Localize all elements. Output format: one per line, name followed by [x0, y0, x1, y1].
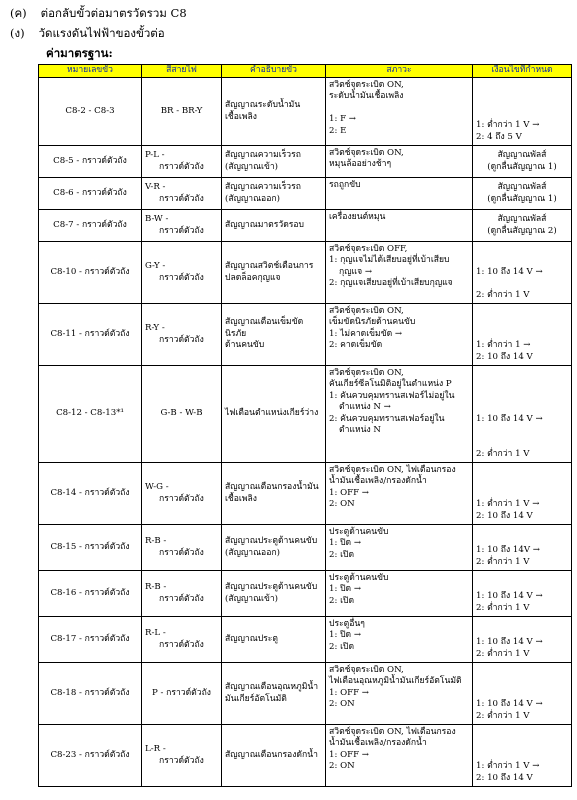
description-cell [222, 617, 326, 663]
header-marker: (ง) [10, 26, 25, 40]
specified-condition-text: 1: 10 ถึง 14 V → [476, 414, 543, 425]
col-header-terminal: หมายเลขขั้ว [39, 65, 142, 78]
condition-text: 2: ON [329, 761, 355, 772]
wire-color-text: กราวด์ตัวถัง [159, 225, 204, 236]
condition-text: คันเกียร์ซีลโนมิติอยู่ในตำแหน่ง P [329, 379, 452, 390]
description-text: ไฟเตือนตำแหน่งเกียร์ว่าง [225, 408, 319, 419]
description-text: สัญญาณเตือนกรองน้ำมัน [225, 482, 319, 493]
specified-condition-text [476, 437, 568, 448]
description-cell [222, 146, 326, 178]
wire-color-cell [142, 463, 222, 525]
wire-color-text: R-Y - [145, 323, 165, 334]
description-text: สัญญาณประตู [225, 633, 278, 644]
specified-condition-text: 2: 4 ถึง 5 V [476, 131, 522, 142]
description-text: สัญญาณมาตรวัดรอบ [225, 219, 305, 230]
description-text: สัญญาณประตูด้านคนขับ [225, 582, 318, 593]
table-row [39, 146, 572, 178]
standard-label: ค่ามาตรฐาน: [46, 46, 113, 60]
specified-condition-text: 2: 10 ถึง 14 V [476, 510, 533, 521]
condition-cell [326, 571, 473, 617]
table-row [39, 366, 572, 463]
wire-color-cell [142, 210, 222, 242]
condition-text: 2: ON [329, 499, 355, 510]
table-row [39, 210, 572, 242]
description-text: เชื้อเพลิง [225, 111, 257, 122]
terminal-cell [39, 617, 142, 663]
condition-cell [326, 178, 473, 210]
wire-color-text: B-W - [145, 214, 169, 225]
wire-color-text: G-Y - [145, 261, 166, 272]
specified-condition-text: 1: 10 ถึง 14 V → [476, 637, 543, 648]
wire-color-cell [142, 78, 222, 146]
condition-text: 1: OFF → [329, 687, 369, 698]
wire-color-text: R-L - [145, 628, 166, 639]
specified-condition-text: 1: ต่ำกว่า 1 V → [476, 499, 540, 510]
specified-condition-cell [473, 242, 572, 304]
terminal-text: C8-12 - C8-13*¹ [56, 408, 124, 419]
specified-condition-text: 1: 10 ถึง 14V → [476, 545, 540, 556]
condition-text: รถถูกขับ [329, 180, 361, 190]
terminal-text: C8-17 - กราวด์ตัวถัง [50, 633, 130, 644]
specified-condition-text: 1: 10 ถึง 14 V → [476, 591, 543, 602]
specified-condition-cell [473, 366, 572, 463]
condition-cell [326, 242, 473, 304]
description-cell [222, 463, 326, 525]
condition-text: 1: ปิด → [329, 630, 362, 641]
condition-cell [326, 525, 473, 571]
terminal-cell [39, 663, 142, 725]
description-text: (สัญญาณเข้า) [225, 593, 279, 604]
specified-condition-text: 2: ต่ำกว่า 1 V [476, 648, 530, 659]
table-row [39, 242, 572, 304]
description-cell [222, 178, 326, 210]
condition-text: สวิตช์จุดระเบิด ON, ไฟเตือนกรอง [329, 465, 456, 475]
wire-color-text: P-L - [145, 150, 165, 161]
header-marker: (ค) [10, 6, 27, 20]
terminal-text: C8-2 - C8-3 [65, 105, 115, 116]
description-cell [222, 663, 326, 725]
condition-cell [326, 366, 473, 463]
condition-text: น้ำมันเชื้อเพลิง/กรองดักน้ำ [329, 738, 427, 749]
specified-condition-text: 2: ต่ำกว่า 1 V [476, 710, 530, 721]
condition-text: 1: กุญแจไม่ได้เสียบอยู่ที่เบ้าเสียบ [329, 255, 450, 266]
terminal-cell [39, 304, 142, 366]
condition-cell [326, 210, 473, 242]
condition-text: 2: คาดเข็มขัด [329, 340, 383, 351]
condition-text: 2: คันควบคุมทรานสเฟอร์อยู่ใน [329, 413, 445, 424]
condition-text: สวิตช์จุดระเบิด ON, [329, 665, 404, 675]
specified-condition-cell [473, 210, 572, 242]
wire-color-text: กราวด์ตัวถัง [159, 493, 204, 504]
wire-color-text: V-R - [145, 182, 166, 193]
condition-text: เครื่องยนต์หมุน [329, 212, 386, 222]
specified-condition-text: 2: 10 ถึง 14 V [476, 772, 533, 783]
wire-color-text: L-R - [145, 744, 166, 755]
specified-condition-cell [473, 463, 572, 525]
table-row [39, 304, 572, 366]
header-item-d [10, 25, 165, 43]
specified-condition-text [476, 278, 568, 289]
description-cell [222, 304, 326, 366]
terminal-text: C8-6 - กราวด์ตัวถัง [53, 187, 127, 198]
description-cell [222, 242, 326, 304]
wire-color-text: P - กราวด์ตัวถัง [151, 687, 211, 698]
condition-text: เข็มขัดนิรภัยด้านคนขับ [329, 317, 416, 328]
condition-text [329, 103, 469, 114]
specified-condition-text: 1: 10 ถึง 14 V → [476, 699, 543, 710]
wire-color-text: R-B - [145, 582, 167, 593]
description-text: สัญญาณเตือนเข็มขัดนิรภัย [225, 317, 304, 339]
terminal-cell [39, 178, 142, 210]
table-row [39, 178, 572, 210]
wire-color-text: กราวด์ตัวถัง [159, 334, 204, 345]
terminal-text: C8-10 - กราวด์ตัวถัง [50, 266, 130, 277]
col-header-description: คำอธิบายขั้ว [222, 65, 326, 78]
col-header-wire-color: สีสายไฟ [142, 65, 222, 78]
specified-condition-cell [473, 78, 572, 146]
specified-condition-cell [473, 663, 572, 725]
terminal-cell [39, 242, 142, 304]
table-row [39, 571, 572, 617]
description-text: สัญญาณสวิตช์เตือนการ [225, 261, 314, 272]
condition-text: 2: เปิด [329, 549, 355, 560]
condition-text: ตำแหน่ง N [339, 425, 381, 436]
terminal-cell [39, 571, 142, 617]
description-text: (สัญญาณออก) [225, 193, 280, 204]
specified-condition-text: 1: ต่ำกว่า 1 → [476, 340, 531, 351]
specified-condition-cell [473, 571, 572, 617]
condition-cell [326, 725, 473, 787]
specified-condition-text: 2: ต่ำกว่า 1 V [476, 556, 530, 567]
condition-text: 1: F → [329, 114, 356, 125]
description-text: สัญญาณเตือนอุณหภูมิน้ำ [225, 682, 319, 693]
condition-text: ประตูอื่นๆ [329, 619, 365, 629]
description-text: ปลดล็อคกุญแจ [225, 272, 281, 283]
condition-text: 2: กุญแจเสียบอยู่ที่เบ้าเสียบกุญแจ [329, 278, 453, 289]
header-item-c [10, 5, 187, 23]
condition-text: สวิตช์จุดระเบิด ON, [329, 368, 404, 378]
wire-color-cell [142, 525, 222, 571]
description-text: สัญญาณเตือนกรองดักน้ำ [225, 749, 318, 760]
description-cell [222, 366, 326, 463]
condition-text: ประตูด้านคนขับ [329, 527, 389, 537]
specified-condition-cell [473, 525, 572, 571]
specified-condition-cell [473, 304, 572, 366]
specified-condition-text: สัญญาณพัลส์ [497, 182, 547, 193]
condition-text: ตำแหน่ง N → [339, 402, 391, 413]
description-text: (สัญญาณออก) [225, 547, 280, 558]
specified-condition-cell [473, 146, 572, 178]
condition-text: 2: ON [329, 699, 355, 710]
specified-condition-text: 2: ต่ำกว่า 1 V [476, 289, 530, 300]
col-header-condition: สภาวะ [326, 65, 473, 78]
table-row [39, 463, 572, 525]
specified-condition-text: (ดูกลื่นสัญญาณ 2) [487, 225, 557, 236]
condition-text: สวิตช์จุดระเบิด OFF, [329, 244, 408, 254]
terminal-text: C8-15 - กราวด์ตัวถัง [50, 541, 130, 552]
specified-condition-text: สัญญาณพัลส์ [497, 150, 547, 161]
wire-color-cell [142, 617, 222, 663]
specified-condition-text: 1: ต่ำกว่า 1 V → [476, 761, 540, 772]
condition-text: 1: ปิด → [329, 538, 362, 549]
condition-text: สวิตช์จุดระเบิด ON, [329, 80, 404, 90]
wire-color-cell [142, 304, 222, 366]
condition-cell [326, 304, 473, 366]
description-text: ด้านคนขับ [225, 340, 265, 351]
wire-color-cell [142, 725, 222, 787]
specified-condition-text: (ดูกลื่นสัญญาณ 1) [487, 161, 557, 172]
table-body [39, 78, 572, 787]
condition-text: 2: E [329, 125, 347, 136]
condition-text: 1: OFF → [329, 749, 369, 760]
condition-text: 2: เปิด [329, 641, 355, 652]
terminal-text: C8-14 - กราวด์ตัวถัง [50, 487, 130, 498]
col-header-specified-condition: เงื่อนไขที่กำหนด [473, 65, 572, 78]
wire-color-text: กราวด์ตัวถัง [159, 272, 204, 283]
condition-text: 1: คันควบคุมทรานสเฟอร์ไม่อยู่ใน [329, 390, 455, 401]
wire-color-text: G-B - W-B [160, 408, 203, 419]
header-text: วัดแรงดันไฟฟ้าของขั้วต่อ [38, 26, 165, 40]
terminal-cell [39, 366, 142, 463]
description-text: สัญญาณความเร็วรถ [225, 150, 301, 161]
terminal-text: C8-18 - กราวด์ตัวถัง [50, 687, 130, 698]
description-text: เชื้อเพลิง [225, 493, 257, 504]
description-text: สัญญาณความเร็วรถ [225, 182, 301, 193]
description-text: (สัญญาณเข้า) [225, 161, 279, 172]
condition-text: 1: OFF → [329, 487, 369, 498]
wire-color-text: กราวด์ตัวถัง [159, 161, 204, 172]
terminal-cell [39, 725, 142, 787]
wire-color-cell [142, 366, 222, 463]
condition-text: 2: เปิด [329, 595, 355, 606]
specified-condition-text [476, 426, 568, 437]
wire-color-cell [142, 663, 222, 725]
specified-condition-text: สัญญาณพัลส์ [497, 214, 547, 225]
terminal-cell [39, 78, 142, 146]
wire-color-cell [142, 178, 222, 210]
wire-color-text: กราวด์ตัวถัง [159, 193, 204, 204]
terminal-text: C8-5 - กราวด์ตัวถัง [53, 155, 127, 166]
condition-text: 1: ไม่คาดเข็มขัด → [329, 328, 403, 339]
specified-condition-text: (ดูกลื่นสัญญาณ 1) [487, 193, 557, 204]
wire-color-text: กราวด์ตัวถัง [159, 639, 204, 650]
table-row [39, 725, 572, 787]
condition-text: กุญแจ → [339, 266, 373, 277]
condition-cell [326, 78, 473, 146]
specified-condition-cell [473, 178, 572, 210]
specified-condition-text: 2: ต่ำกว่า 1 V [476, 602, 530, 613]
specified-condition-text: 1: ต่ำกว่า 1 V → [476, 120, 540, 131]
terminal-text: C8-11 - กราวด์ตัวถัง [50, 328, 130, 339]
description-text: สัญญาณประตูด้านคนขับ [225, 536, 318, 547]
condition-text: หมุนล้ออย่างช้าๆ [329, 159, 392, 170]
wire-color-text: กราวด์ตัวถัง [159, 547, 204, 558]
description-text: มันเกียร์อัตโนมัติ [225, 693, 287, 704]
wire-color-cell [142, 242, 222, 304]
condition-text: ประตูด้านคนขับ [329, 573, 389, 583]
condition-cell [326, 463, 473, 525]
condition-text: สวิตช์จุดระเบิด ON, ไฟเตือนกรอง [329, 727, 456, 737]
wire-color-cell [142, 571, 222, 617]
description-cell [222, 78, 326, 146]
specified-condition-cell [473, 617, 572, 663]
wire-color-text: กราวด์ตัวถัง [159, 755, 204, 766]
specified-condition-text: 1: 10 ถึง 14 V → [476, 266, 543, 277]
condition-cell [326, 617, 473, 663]
terminal-cell [39, 146, 142, 178]
description-cell [222, 210, 326, 242]
condition-text: 1: ปิด → [329, 584, 362, 595]
specified-condition-text: 2: ต่ำกว่า 1 V [476, 448, 530, 459]
condition-text: ระดับน้ำมันเชื้อเพลิง [329, 91, 404, 102]
condition-text: สวิตช์จุดระเบิด ON, [329, 148, 404, 158]
wire-color-text: R-B - [145, 536, 167, 547]
description-cell [222, 725, 326, 787]
condition-cell [326, 146, 473, 178]
description-cell [222, 571, 326, 617]
table-row [39, 525, 572, 571]
table-row [39, 617, 572, 663]
description-text: สัญญาณระดับน้ำมัน [225, 100, 301, 111]
condition-text: น้ำมันเชื้อเพลิง/กรองดักน้ำ [329, 476, 427, 487]
header-text: ต่อกลับขั้วต่อมาตรวัดรวม C8 [40, 6, 187, 20]
table-row [39, 78, 572, 146]
terminal-cell [39, 525, 142, 571]
condition-text: สวิตช์จุดระเบิด ON, [329, 306, 404, 316]
condition-cell [326, 663, 473, 725]
description-cell [222, 525, 326, 571]
specified-condition-text: 2: 10 ถึง 14 V [476, 351, 533, 362]
terminal-cell [39, 210, 142, 242]
table-header-row [39, 65, 572, 78]
wire-color-cell [142, 146, 222, 178]
wire-color-text: กราวด์ตัวถัง [159, 593, 204, 604]
terminal-text: C8-16 - กราวด์ตัวถัง [50, 587, 130, 598]
wire-color-text: W-G - [145, 482, 169, 493]
condition-text: ไฟเตือนอุณหภูมิน้ำมันเกียร์อัตโนมัติ [329, 676, 462, 687]
terminal-text: C8-23 - กราวด์ตัวถัง [50, 749, 130, 760]
terminal-text: C8-7 - กราวด์ตัวถัง [53, 219, 127, 230]
table-row [39, 663, 572, 725]
wire-color-text: BR - BR-Y [160, 105, 203, 116]
terminal-cell [39, 463, 142, 525]
voltage-spec-table [38, 64, 572, 787]
specified-condition-cell [473, 725, 572, 787]
